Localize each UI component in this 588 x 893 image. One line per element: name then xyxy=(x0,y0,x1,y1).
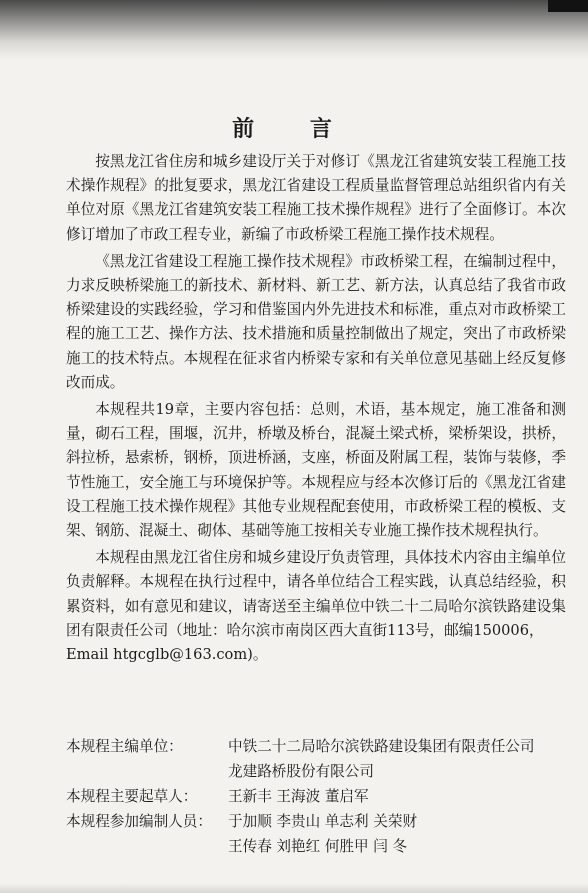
page-title: 前 言 xyxy=(232,116,356,142)
chief-unit-2: 龙建路桥股份有限公司 xyxy=(228,763,374,780)
chief-unit-row xyxy=(66,734,534,759)
drafters-row xyxy=(66,784,534,809)
chief-unit-label: 本规程主编单位： xyxy=(66,738,183,755)
paragraph-4: 本规程由黑龙江省住房和城乡建设厅负责管理，具体技术内容由主编单位负责解释。本规程在执行过程中，请各单位结合工程实践，认真总结经验，积累资料，如有意见和建议，请寄送至主编单位中铁二十二局哈尔滨铁路建设集团有限责任公司（地址：哈尔滨市南岗区西大直街113号，邮编150006， xyxy=(66,549,566,639)
participants-names-1: 于加顺 李贵山 单志利 关荣财 xyxy=(228,813,418,830)
drafters-label: 本规程主要起草人： xyxy=(66,788,198,805)
scan-top-shadow xyxy=(0,0,588,60)
body-text xyxy=(66,150,566,667)
paragraph-2: 《黑龙江省建设工程施工操作技术规程》市政桥梁工程，在编制过程中，力求反映桥梁施工的新技术、新材料、新工艺、新方法，认真总结了我省市政桥梁建设的实践经验，学习和借鉴国内外先进技术和标准，重点对市政桥梁工程的施工工艺、操作方法、技术措施和质量控制做出了规定，突出了市政桥梁施工的技术特点。本规程在征求省内桥梁专家和有关单位意见基础上经反复修改而成。 xyxy=(66,252,566,391)
chief-unit-row-2 xyxy=(66,759,534,784)
paragraph-1: 按黑龙江省住房和城乡建设厅关于对修订《黑龙江省建筑安装工程施工技术操作规程》的批复要求，黑龙江省建设工程质量监督管理总站组织省内有关单位对原《黑龙江省建筑安装工程施工技术操作规程》进行了全面修订。本次修订增加了市政工程专业，新编了市政桥梁工程施工操作技术规程。 xyxy=(66,153,566,243)
participants-row-2 xyxy=(66,834,534,859)
staff-list xyxy=(66,734,534,859)
chief-unit-1: 中铁二十二局哈尔滨铁路建设集团有限责任公司 xyxy=(228,738,535,755)
participants-row xyxy=(66,809,534,834)
scan-corner-mark xyxy=(548,0,588,12)
paragraph-3: 本规程共19章，主要内容包括：总则，术语，基本规定，施工准备和测量，砌石工程，围堰，沉井，桥墩及桥台，混凝土梁式桥，梁桥架设，拱桥，斜拉桥，悬索桥，钢桥，顶进桥涵，支座，桥面及附属工程，装饰与装修，季节性施工，安全施工与环境保护等。本规程应与经本次修订后的《黑龙江省建设工程施工技术操作规程》其他专业规程配套使用，市政桥梁工程的模板、支架、钢筋、混凝土、砌体、基础等施工按相关专业施工操作技术规程执行。 xyxy=(66,401,566,540)
drafters-names: 王新丰 王海波 董启军 xyxy=(228,788,369,805)
scan-bottom-shadow xyxy=(0,883,588,893)
email-line: Email htgcglb@163.com)。 xyxy=(66,646,268,664)
participants-names-2: 王传春 刘艳红 何胜甲 闫 冬 xyxy=(228,838,408,855)
participants-label: 本规程参加编制人员： xyxy=(66,813,212,830)
